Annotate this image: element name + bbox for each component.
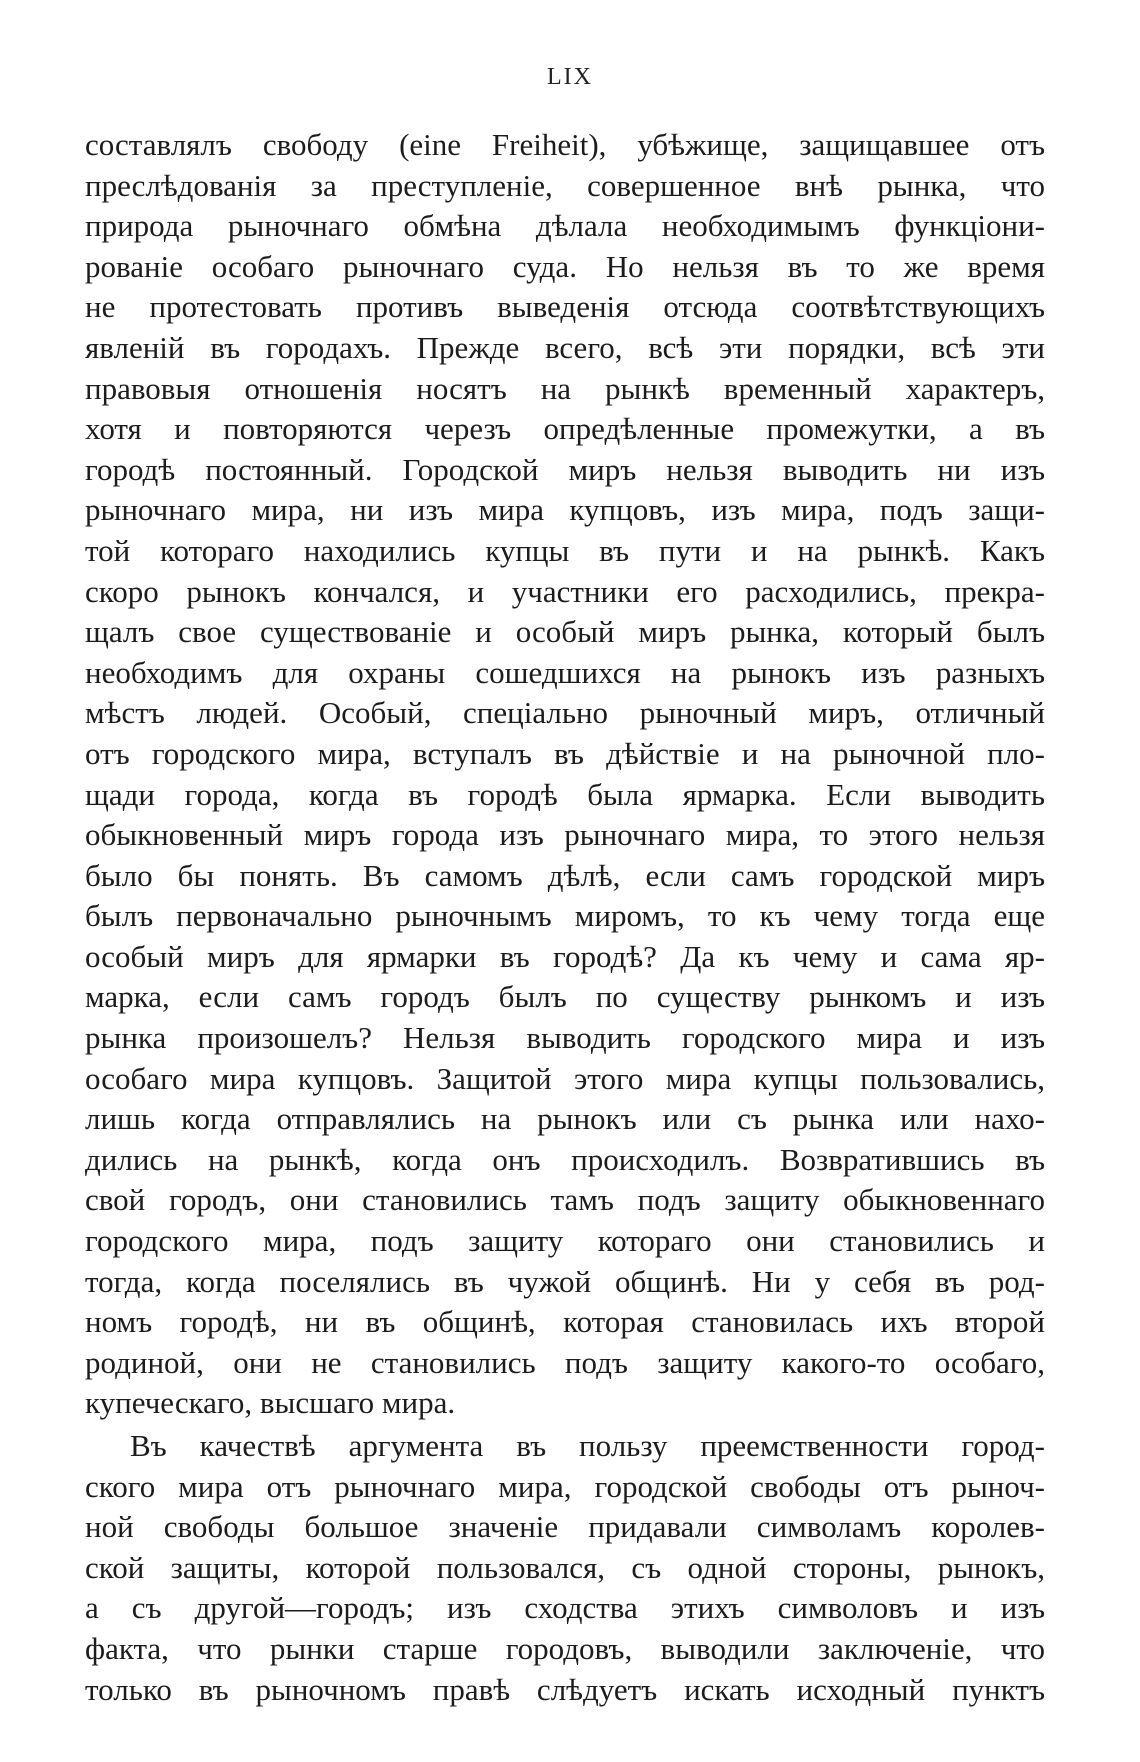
text-line: явленій въ городахъ. Прежде всего, всѣ эти порядки, всѣ эти <box>85 329 1045 365</box>
text-line: ной свободы большое значеніе придавали символамъ королев- <box>85 1509 1045 1545</box>
text-line: особый миръ для ярмарки въ городѣ? Да къ чему и сама яр- <box>85 938 1045 974</box>
text-line: купеческаго, высшаго мира. <box>85 1385 456 1421</box>
text-line: правовыя отношенія носятъ на рынкѣ временный характеръ, <box>85 370 1045 406</box>
text-line: той котораго находились купцы въ пути и на рынкѣ. Какъ <box>85 532 1045 568</box>
text-line: ского мира отъ рыночнаго мира, городской свободы отъ рыноч- <box>85 1468 1045 1504</box>
text-line: обыкновенный миръ города изъ рыночнаго мира, то этого нельзя <box>85 817 1045 853</box>
page-number: LIX <box>547 64 593 90</box>
text-line: былъ первоначально рыночнымъ миромъ, то къ чему тогда еще <box>85 898 1045 934</box>
text-line: городского мира, подъ защиту котораго они становились и <box>85 1223 1045 1259</box>
text-line: лишь когда отправлялись на рынокъ или съ рынка или нахо- <box>85 1101 1045 1137</box>
text-line: рыночнаго мира, ни изъ мира купцовъ, изъ мира, подъ защи- <box>85 492 1045 528</box>
text-line: дились на рынкѣ, когда онъ происходилъ. Возвратившись въ <box>85 1141 1045 1177</box>
text-line: хотя и повторяются черезъ опредѣленные промежутки, а въ <box>85 411 1045 447</box>
text-line: только въ рыночномъ правѣ слѣдуетъ искать исходный пунктъ <box>85 1671 1045 1707</box>
text-line: необходимъ для охраны сошедшихся на рынокъ изъ разныхъ <box>85 654 1045 690</box>
text-line: отъ городского мира, вступалъ въ дѣйствіе и на рыночной пло- <box>85 735 1045 771</box>
text-line: Въ качествѣ аргумента въ пользу преемственности город- <box>130 1428 1045 1463</box>
text-line: рованіе особаго рыночнаго суда. Но нельзя въ то же время <box>85 248 1045 284</box>
text-line: свой городъ, они становились тамъ подъ защиту обыкновеннаго <box>85 1182 1045 1218</box>
text-line: составлялъ свободу (eine Freiheit), убѣжище, защищавшее отъ <box>85 127 1045 162</box>
text-line: особаго мира купцовъ. Защитой этого мира купцы пользовались, <box>85 1060 1045 1096</box>
text-line: тогда, когда поселялись въ чужой общинѣ. Ни у себя въ род- <box>85 1263 1045 1299</box>
text-line: было бы понять. Въ самомъ дѣлѣ, если самъ городской миръ <box>85 857 1045 893</box>
text-line: мѣстъ людей. Особый, спеціально рыночный миръ, отличный <box>85 695 1045 731</box>
text-line: щади города, когда въ городѣ была ярмарка. Если выводить <box>85 776 1045 812</box>
text-line: природа рыночнаго обмѣна дѣлала необходимымъ функціони- <box>85 208 1045 244</box>
paragraph-2 <box>85 1426 1045 1710</box>
text-line: щалъ свое существованіе и особый миръ рынка, который былъ <box>85 614 1045 650</box>
text-line: скоро рынокъ кончался, и участники его расходились, прекра- <box>85 573 1045 609</box>
text-line: марка, если самъ городъ былъ по существу рынкомъ и изъ <box>85 979 1045 1015</box>
text-line: городѣ постоянный. Городской миръ нельзя выводить ни изъ <box>85 451 1045 487</box>
text-line: номъ городѣ, ни въ общинѣ, которая становилась ихъ второй <box>85 1304 1045 1340</box>
text-line: факта, что рынки старше городовъ, выводили заключеніе, что <box>85 1630 1045 1666</box>
body-text <box>85 125 1045 1710</box>
paragraph-1 <box>85 125 1045 1424</box>
text-line: ской защиты, которой пользовался, съ одной стороны, рынокъ, <box>85 1549 1045 1585</box>
text-line: преслѣдованія за преступленіе, совершенное внѣ рынка, что <box>85 167 1045 203</box>
text-line: а съ другой—городъ; изъ сходства этихъ символовъ и изъ <box>85 1590 1045 1626</box>
text-line: родиной, они не становились подъ защиту какого-то особаго, <box>85 1344 1045 1380</box>
text-line: рынка произошелъ? Нельзя выводить городского мира и изъ <box>85 1020 1045 1056</box>
text-line: не протестовать противъ выведенія отсюда соотвѣтствующихъ <box>85 289 1045 325</box>
